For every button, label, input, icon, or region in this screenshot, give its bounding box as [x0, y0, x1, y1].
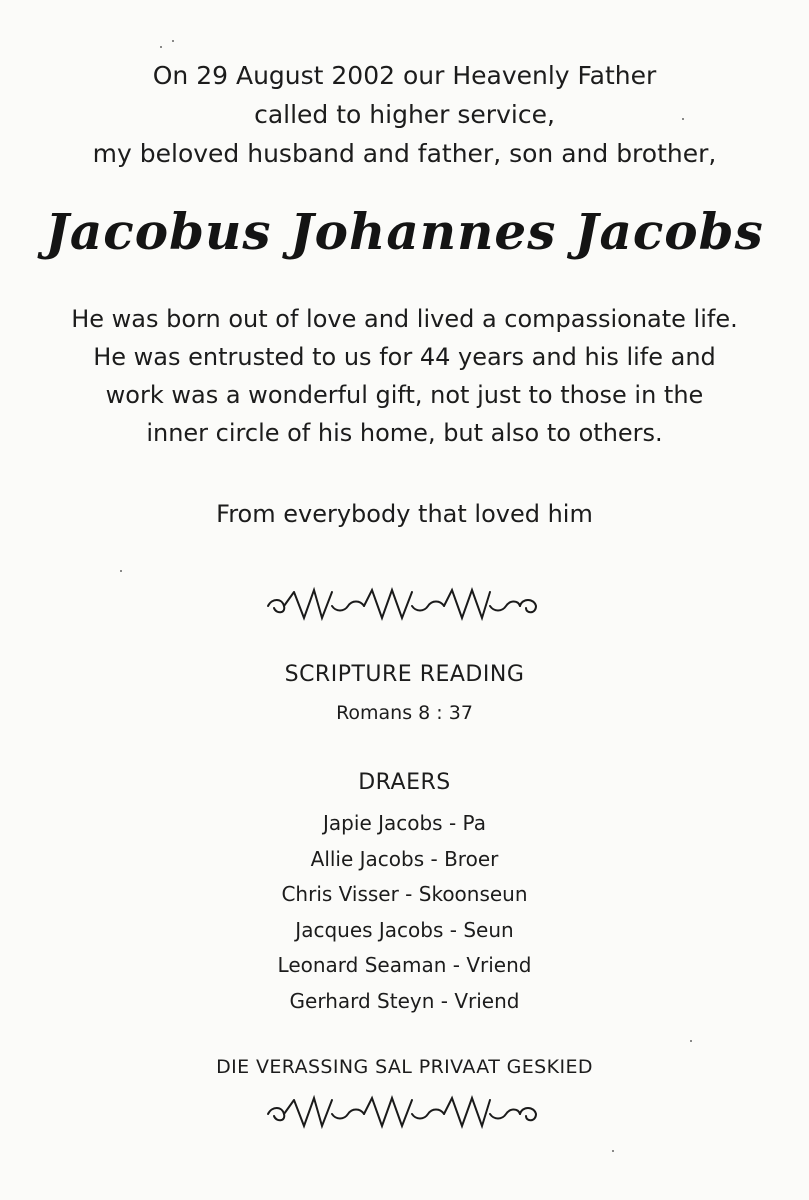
- bearer-item: Gerhard Steyn - Vriend: [289, 989, 520, 1013]
- intro-line-2: called to higher service,: [254, 100, 555, 129]
- bearer-item: Jacques Jacobs - Seun: [295, 918, 514, 942]
- bearer-item: Leonard Seaman - Vriend: [277, 953, 532, 977]
- intro-line-1: On 29 August 2002 our Heavenly Father: [152, 61, 657, 90]
- paper-speck: [120, 570, 122, 572]
- tribute-line-1: He was born out of love and lived a compassionate life.: [71, 305, 738, 333]
- bearers-heading: DRAERS: [358, 770, 451, 795]
- paper-speck: [612, 1150, 614, 1152]
- paper-speck: [682, 118, 684, 120]
- bearer-item: Allie Jacobs - Broer: [310, 847, 499, 871]
- tribute-line-3: work was a wonderful gift, not just to those in the: [105, 381, 704, 409]
- bearer-item: Chris Visser - Skoonseun: [281, 882, 528, 906]
- bearer-item: Japie Jacobs - Pa: [323, 811, 486, 835]
- tribute-line-2: He was entrusted to us for 44 years and his life and: [93, 343, 716, 371]
- paper-speck: [160, 46, 162, 48]
- deceased-name: Jacobus Johannes Jacobs: [45, 202, 764, 261]
- funeral-notice: DIE VERASSING SAL PRIVAAT GESKIED: [216, 1056, 593, 1078]
- paper-speck: [172, 40, 174, 42]
- closing-line: From everybody that loved him: [216, 500, 593, 528]
- scripture-heading: SCRIPTURE READING: [284, 662, 525, 687]
- intro-line-3: my beloved husband and father, son and brother,: [92, 139, 717, 168]
- scripture-reference: Romans 8 : 37: [336, 702, 473, 724]
- ornament-divider-bottom: [264, 1092, 540, 1134]
- paper-speck: [690, 1040, 692, 1042]
- tribute-line-4: inner circle of his home, but also to others.: [146, 419, 663, 447]
- ornament-divider-top: [264, 584, 540, 626]
